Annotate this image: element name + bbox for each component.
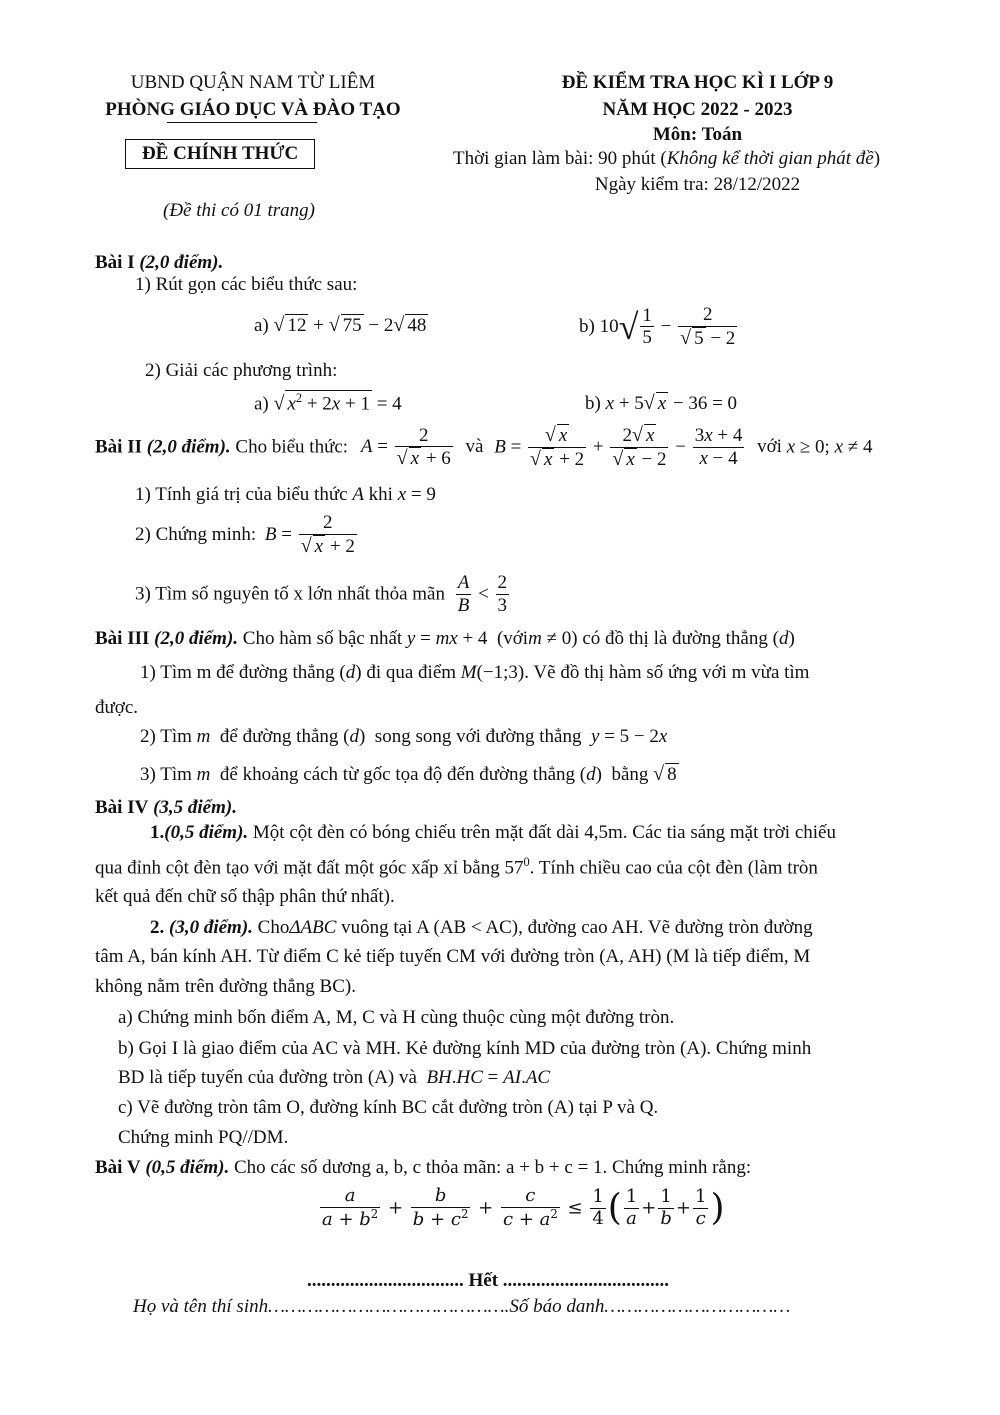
- bai4-heading: Bài IV (3,5 điểm).: [95, 797, 237, 818]
- bai2-q3: 3) Tìm số nguyên tố x lớn nhất thỏa mãn $\frac{A}{B}$ < $\frac{2}{3}$: [135, 572, 508, 616]
- bai4-part-a: a) Chứng minh bốn điểm A, M, C và H cùng thuộc cùng một đường tròn.: [118, 1007, 675, 1028]
- school-year: NĂM HỌC 2022 - 2023: [602, 99, 793, 120]
- bai4-p1-line1: 1.(0,5 điểm). Một cột đèn có bóng chiếu trên mặt đất dài 4,5m. Các tia sáng mặt trời chiếu: [150, 822, 836, 843]
- bai4-part-b-line2: BD là tiếp tuyến của đường tròn (A) và BH.HC = AI.AC: [118, 1067, 551, 1088]
- time-note: Không kể thời gian phát đề: [666, 148, 874, 169]
- bai1-q2a: a) √ $x^2 + 2x + 1 = 4$: [254, 391, 402, 415]
- bai4-p2-line2: tâm A, bán kính AH. Từ điểm C kẻ tiếp tuyến CM với đường tròn (A, AH) (M là tiếp điểm, M: [95, 946, 811, 967]
- bai3-intro: Bài III (2,0 điểm). Cho hàm số bậc nhất y = mx + 4 (vớim ≠ 0) có đồ thị là đường thẳng (d): [95, 628, 795, 649]
- bai4-part-c-line1: c) Vẽ đường tròn tâm O, đường kính BC cắt đường tròn (A) tại P và Q.: [118, 1097, 659, 1118]
- exam-title: ĐỀ KIỂM TRA HỌC KÌ I LỚP 9: [561, 72, 834, 93]
- bai1-q1a: a) √ 12 + √ 75 − 2√ 48: [254, 314, 427, 336]
- bai1-q1: 1) Rút gọn các biểu thức sau:: [135, 274, 358, 295]
- bai1-q1b: b) 10√ $\frac{1}{5}$ − $\frac{2}{√ 5 - 2}$: [579, 304, 736, 349]
- header-underline: [167, 122, 317, 123]
- bai5-intro: Bài V (0,5 điểm). Cho các số dương a, b, c thỏa mãn: a + b + c = 1. Chứng minh rằng:: [95, 1157, 752, 1178]
- bai4-p1-line3: kết quả đến chữ số thập phân thứ nhất).: [95, 886, 395, 907]
- header-left-line1: UBND QUẬN NAM TỪ LIÊM: [130, 72, 376, 93]
- bai3-q1-cont: được.: [95, 697, 139, 718]
- bai2-q1: 1) Tính giá trị của biểu thức A khi x = 9: [135, 484, 436, 505]
- time-suffix: ): [873, 148, 881, 169]
- exam-date: Ngày kiểm tra: 28/12/2022: [594, 174, 801, 195]
- bai1-q2b: b) x + 5√ x − 36 = 0: [585, 392, 738, 414]
- bai4-p2-line1: 2. (3,0 điểm). ChoΔABC vuông tại A (AB < AC), đường cao AH. Vẽ đường tròn đường: [150, 917, 813, 938]
- time-info: [453, 148, 880, 170]
- bai2-intro: Bài II (2,0 điểm). Cho biểu thức: A = $\frac{2}{√ x + 6}$ và B = $\frac{√ x}{√ x + 2}$ + $\frac{2√ x}{√ x - 2}$ − $\frac{3x + 4}{x - 4}$ với x ≥ 0; x ≠ 4: [95, 424, 873, 470]
- bai3-q1: 1) Tìm m để đường thẳng (d) đi qua điểm M(−1;3). Vẽ đồ thị hàm số ứng với m vừa tìm: [140, 662, 810, 683]
- header-left-line2: PHÒNG GIÁO DỤC VÀ ĐÀO TẠO: [105, 99, 401, 120]
- bai4-part-b-line1: b) Gọi I là giao điểm của AC và MH. Kẻ đường kính MD của đường tròn (A). Chứng minh: [118, 1038, 812, 1059]
- candidate-info: Họ và tên thí sinh…………………………………….Số báo danh……………………………: [133, 1296, 791, 1317]
- bai4-p2-line3: không nằm trên đường thẳng BC).: [95, 976, 356, 997]
- bai4-p1-line2: qua đỉnh cột đèn tạo với mặt đất một góc xấp xỉ bằng $57^0$. Tính chiều cao của cột đèn (làm tròn: [95, 855, 818, 879]
- subject: Môn: Toán: [652, 124, 743, 145]
- pages-note: (Đề thi có 01 trang): [163, 200, 315, 221]
- time-prefix: Thời gian làm bài: 90 phút (: [453, 148, 667, 169]
- bai3-q2: 2) Tìm m để đường thẳng (d) song song với đường thẳng y = 5 − 2x: [140, 726, 668, 747]
- end-marker: ................................. Hết ...................................: [307, 1270, 670, 1291]
- bai4-part-c-line2: Chứng minh PQ//DM.: [118, 1127, 289, 1148]
- bai5-inequality: $\frac{a}{a + b^2}$ + $\frac{b}{b + c^2}$ + $\frac{c}{c + a^2}$ ≤ $\frac{1}{4}$ ( $\frac{1}{a}$ + $\frac{1}{b}$ + $\frac{1}{c}$ ): [322, 1185, 725, 1230]
- bai3-q3: 3) Tìm m để khoảng cách từ gốc tọa độ đến đường thẳng (d) bằng √ 8: [140, 763, 677, 785]
- bai1-heading: Bài I (2,0 điểm).: [95, 252, 224, 273]
- bai1-q2: 2) Giải các phương trình:: [145, 360, 338, 381]
- official-box: ĐỀ CHÍNH THỨC: [125, 139, 315, 169]
- bai2-q2: 2) Chứng minh: B = $\frac{2}{√ x + 2}$: [135, 512, 355, 557]
